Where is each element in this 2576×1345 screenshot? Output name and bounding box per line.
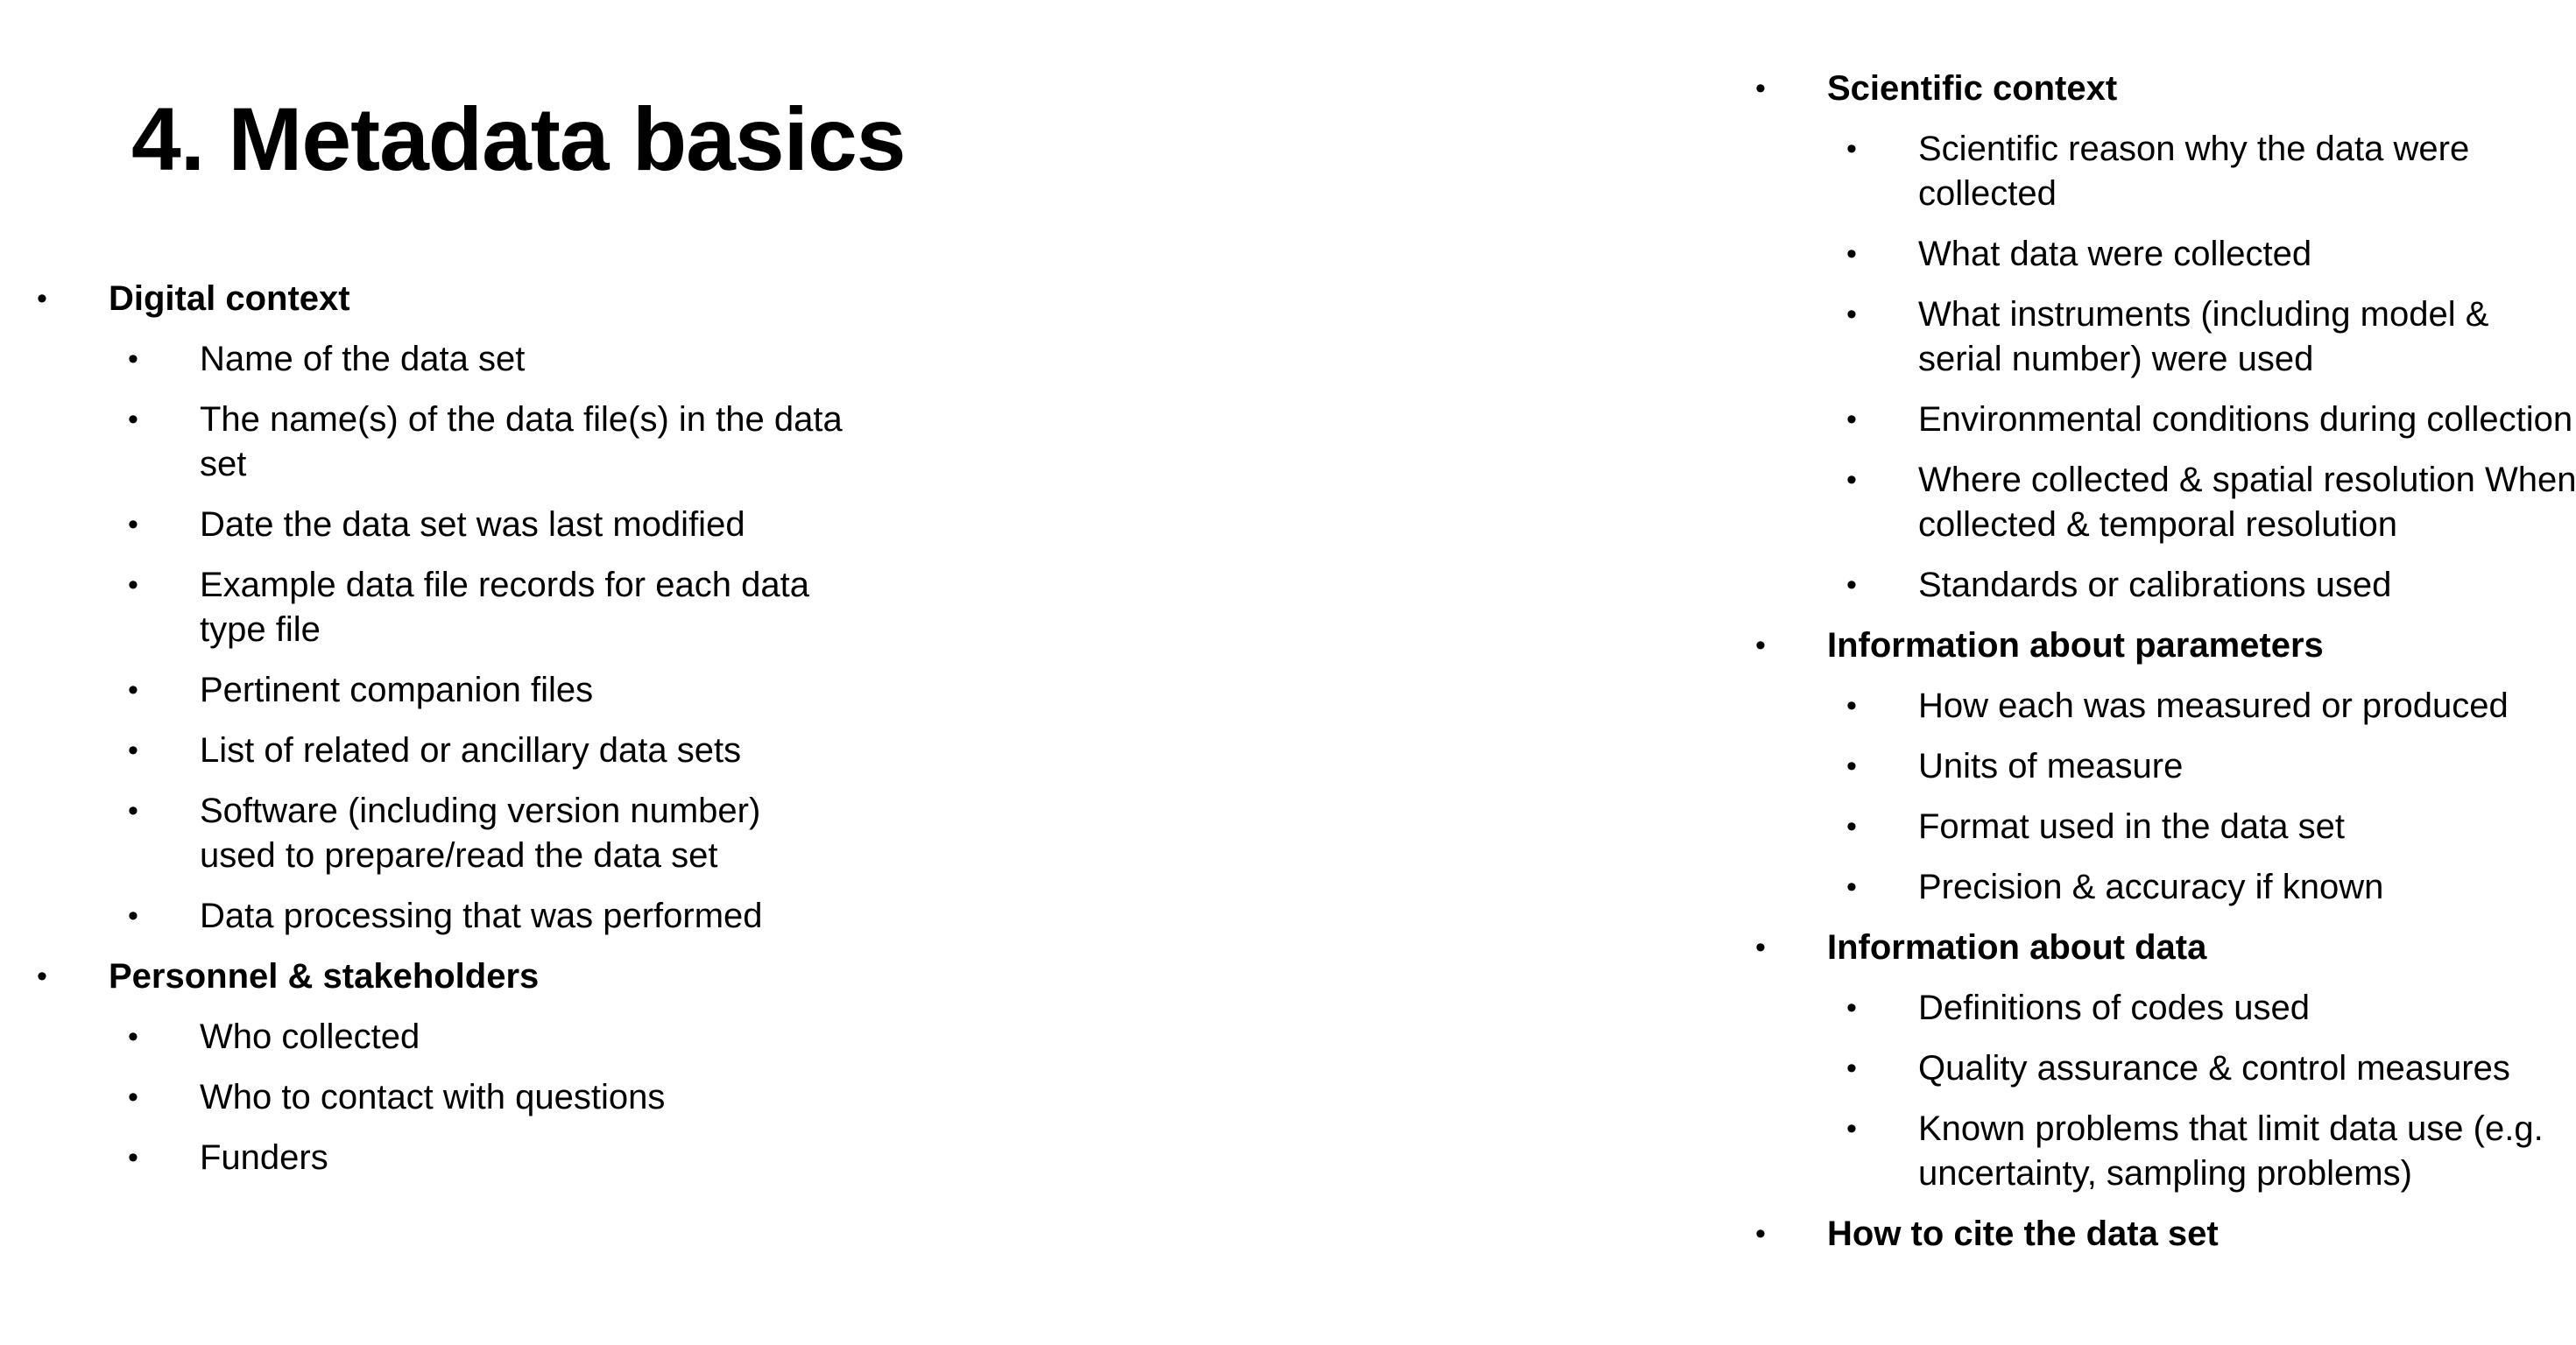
bullet-text: used to prepare/read the data set — [200, 836, 718, 875]
section-heading-item — [1755, 926, 2207, 970]
bullet-text: List of related or ancillary data sets — [200, 731, 742, 770]
bullet-icon: • — [128, 1141, 138, 1174]
section-heading-item — [37, 277, 350, 321]
bullet-icon: • — [1846, 689, 1857, 722]
bullet-icon: • — [128, 673, 138, 707]
bullet-text: serial number) were used — [1918, 340, 2314, 378]
bullet-item — [1846, 1107, 2544, 1196]
bullet-text: Software (including version number) — [200, 792, 761, 830]
bullet-text: set — [200, 445, 247, 483]
bullet-item — [1846, 398, 2573, 442]
bullet-text: Pertinent companion files — [200, 671, 594, 709]
bullet-icon: • — [1846, 132, 1857, 165]
section-heading-item — [1755, 1212, 2219, 1257]
bullet-icon: • — [1846, 750, 1857, 783]
bullet-text: Where collected & spatial resolution When — [1918, 461, 2576, 499]
bullet-item — [1846, 805, 2345, 849]
bullet-item — [1846, 292, 2489, 382]
bullet-item — [1846, 563, 2392, 608]
bullet-text: What data were collected — [1918, 235, 2312, 273]
section-heading-text: Digital context — [109, 279, 350, 318]
bullet-text: Data processing that was performed — [200, 897, 763, 935]
bullet-icon: • — [1846, 463, 1857, 496]
bullet-item — [1846, 684, 2509, 729]
bullet-icon: • — [1846, 403, 1857, 436]
bullet-icon: • — [128, 734, 138, 767]
bullet-text: Example data file records for each data — [200, 566, 809, 604]
bullet-text: collected — [1918, 174, 2057, 213]
bullet-icon: • — [1846, 870, 1857, 904]
bullet-item — [128, 398, 843, 487]
bullet-icon: • — [1846, 991, 1857, 1025]
bullet-text: Format used in the data set — [1918, 807, 2345, 846]
section-heading-item — [37, 954, 540, 999]
bullet-item — [128, 789, 761, 878]
bullet-icon: • — [1846, 1052, 1857, 1085]
bullet-item — [128, 894, 763, 939]
bullet-icon: • — [1755, 931, 1766, 964]
bullet-item — [1846, 986, 2310, 1031]
bullet-item — [1846, 865, 2384, 910]
bullet-text: uncertainty, sampling problems) — [1918, 1154, 2412, 1193]
bullet-icon: • — [128, 403, 138, 436]
bullet-icon: • — [1846, 810, 1857, 843]
bullet-item — [128, 1136, 328, 1180]
bullet-text: How each was measured or produced — [1918, 687, 2509, 725]
bullet-item — [128, 1075, 666, 1120]
bullet-item — [1846, 744, 2184, 789]
bullet-item — [128, 729, 742, 773]
bullet-icon: • — [128, 568, 138, 602]
bullet-item — [128, 668, 594, 713]
bullet-icon: • — [128, 342, 138, 376]
bullet-text: Precision & accuracy if known — [1918, 868, 2384, 906]
bullet-text: type file — [200, 610, 321, 649]
bullet-item — [1846, 1046, 2510, 1091]
bullet-text: Quality assurance & control measures — [1918, 1049, 2510, 1088]
bullet-text: Environmental conditions during collection — [1918, 400, 2573, 439]
bullet-text: Units of measure — [1918, 747, 2184, 785]
bullet-icon: • — [1846, 237, 1857, 271]
bullet-text: What instruments (including model & — [1918, 295, 2489, 334]
section-heading-text: Scientific context — [1827, 69, 2118, 108]
bullet-icon: • — [1755, 72, 1766, 105]
slide-title: 4. Metadata basics — [131, 89, 906, 189]
bullet-text: Scientific reason why the data were — [1918, 130, 2470, 168]
section-heading-text: How to cite the data set — [1827, 1215, 2219, 1253]
bullet-text: Standards or calibrations used — [1918, 566, 2392, 604]
section-heading-item — [1755, 623, 2324, 668]
bullet-icon: • — [1846, 568, 1857, 602]
bullet-icon: • — [1846, 298, 1857, 331]
section-heading-item — [1755, 67, 2118, 111]
bullet-text: The name(s) of the data file(s) in the data — [200, 400, 843, 439]
bullet-item — [1846, 232, 2312, 277]
bullet-item — [1846, 127, 2470, 216]
bullet-text: Definitions of codes used — [1918, 989, 2310, 1027]
bullet-text: Who collected — [200, 1018, 420, 1056]
bullet-item — [128, 563, 809, 652]
bullet-text: Funders — [200, 1138, 328, 1177]
bullet-item — [1846, 458, 2576, 547]
bullet-icon: • — [37, 960, 47, 993]
bullet-icon: • — [128, 508, 138, 541]
bullet-icon: • — [128, 794, 138, 827]
bullet-icon: • — [1755, 1217, 1766, 1250]
section-heading-text: Information about parameters — [1827, 626, 2324, 665]
bullet-icon: • — [128, 899, 138, 933]
bullet-icon: • — [128, 1020, 138, 1053]
bullet-text: Date the data set was last modified — [200, 505, 745, 544]
bullet-text: Name of the data set — [200, 340, 526, 378]
section-heading-text: Information about data — [1827, 928, 2207, 967]
bullet-text: collected & temporal resolution — [1918, 505, 2397, 544]
bullet-icon: • — [1846, 1112, 1857, 1145]
bullet-text: Known problems that limit data use (e.g. — [1918, 1109, 2544, 1148]
bullet-icon: • — [128, 1081, 138, 1114]
bullet-icon: • — [1755, 629, 1766, 662]
bullet-item — [128, 503, 745, 547]
bullet-text: Who to contact with questions — [200, 1078, 666, 1116]
bullet-item — [128, 337, 526, 382]
bullet-icon: • — [37, 282, 47, 315]
section-heading-text: Personnel & stakeholders — [109, 957, 540, 996]
bullet-item — [128, 1015, 420, 1060]
